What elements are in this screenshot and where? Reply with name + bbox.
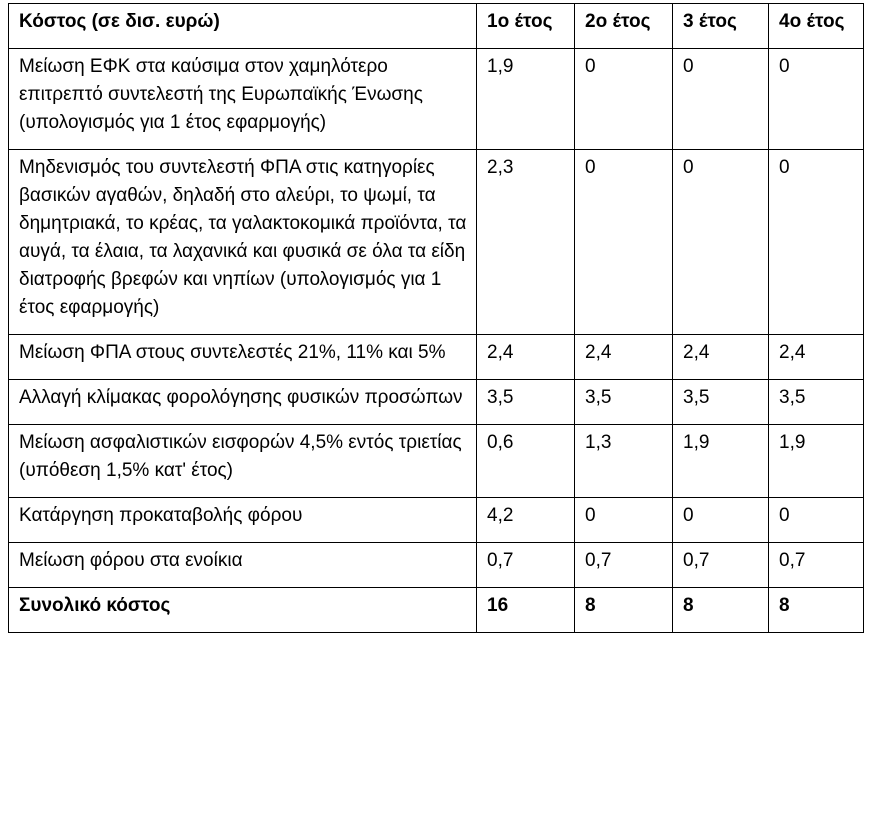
cell-year-3: 0,7 xyxy=(673,543,769,588)
cell-year-4: 0,7 xyxy=(769,543,864,588)
total-row xyxy=(9,588,864,633)
total-label: Συνολικό κόστος xyxy=(9,588,477,633)
cell-year-3: 3,5 xyxy=(673,380,769,425)
cell-year-4: 1,9 xyxy=(769,425,864,498)
cell-year-4: 3,5 xyxy=(769,380,864,425)
table-row xyxy=(9,380,864,425)
cell-year-4: 0 xyxy=(769,498,864,543)
header-year-3: 3 έτος xyxy=(673,4,769,49)
cell-year-3: 0 xyxy=(673,49,769,150)
table-row xyxy=(9,335,864,380)
total-year-3: 8 xyxy=(673,588,769,633)
cell-year-4: 0 xyxy=(769,49,864,150)
cell-year-1: 0,7 xyxy=(477,543,575,588)
total-year-2: 8 xyxy=(575,588,673,633)
row-label: Μείωση ασφαλιστικών εισφορών 4,5% εντός τριετίας (υπόθεση 1,5% κατ' έτος) xyxy=(9,425,477,498)
row-label: Κατάργηση προκαταβολής φόρου xyxy=(9,498,477,543)
table-header-row xyxy=(9,4,864,49)
cell-year-1: 2,4 xyxy=(477,335,575,380)
header-year-1: 1ο έτος xyxy=(477,4,575,49)
cell-year-4: 2,4 xyxy=(769,335,864,380)
header-year-4: 4ο έτος xyxy=(769,4,864,49)
cell-year-1: 2,3 xyxy=(477,150,575,335)
cell-year-3: 0 xyxy=(673,150,769,335)
cell-year-2: 3,5 xyxy=(575,380,673,425)
cell-year-1: 3,5 xyxy=(477,380,575,425)
cell-year-1: 0,6 xyxy=(477,425,575,498)
row-label: Μείωση ΕΦΚ στα καύσιμα στον χαμηλότερο επιτρεπτό συντελεστή της Ευρωπαϊκής Ένωσης (υπολογισμός για 1 έτος εφαρμογής) xyxy=(9,49,477,150)
table-row xyxy=(9,543,864,588)
row-label: Μηδενισμός του συντελεστή ΦΠΑ στις κατηγορίες βασικών αγαθών, δηλαδή στο αλεύρι, το ψωμί, τα δημητριακά, το κρέας, τα γαλακτοκομικά προϊόντα, τα αυγά, τα έλαια, τα λαχανικά και φυσικά σε όλα τα είδη διατροφής βρεφών και νηπίων (υπολογισμός για 1 έτος εφαρμογής) xyxy=(9,150,477,335)
cell-year-3: 2,4 xyxy=(673,335,769,380)
table-row xyxy=(9,425,864,498)
cell-year-2: 2,4 xyxy=(575,335,673,380)
header-cost: Κόστος (σε δισ. ευρώ) xyxy=(9,4,477,49)
cell-year-4: 0 xyxy=(769,150,864,335)
table-row xyxy=(9,49,864,150)
cell-year-1: 1,9 xyxy=(477,49,575,150)
cell-year-2: 0 xyxy=(575,49,673,150)
table-row xyxy=(9,498,864,543)
cell-year-2: 1,3 xyxy=(575,425,673,498)
cell-year-3: 1,9 xyxy=(673,425,769,498)
row-label: Μείωση ΦΠΑ στους συντελεστές 21%, 11% και 5% xyxy=(9,335,477,380)
cell-year-1: 4,2 xyxy=(477,498,575,543)
total-year-4: 8 xyxy=(769,588,864,633)
cell-year-2: 0,7 xyxy=(575,543,673,588)
header-year-2: 2ο έτος xyxy=(575,4,673,49)
row-label: Μείωση φόρου στα ενοίκια xyxy=(9,543,477,588)
cell-year-2: 0 xyxy=(575,150,673,335)
table-row xyxy=(9,150,864,335)
total-year-1: 16 xyxy=(477,588,575,633)
cost-table xyxy=(8,3,864,633)
row-label: Αλλαγή κλίμακας φορολόγησης φυσικών προσώπων xyxy=(9,380,477,425)
cell-year-2: 0 xyxy=(575,498,673,543)
cell-year-3: 0 xyxy=(673,498,769,543)
